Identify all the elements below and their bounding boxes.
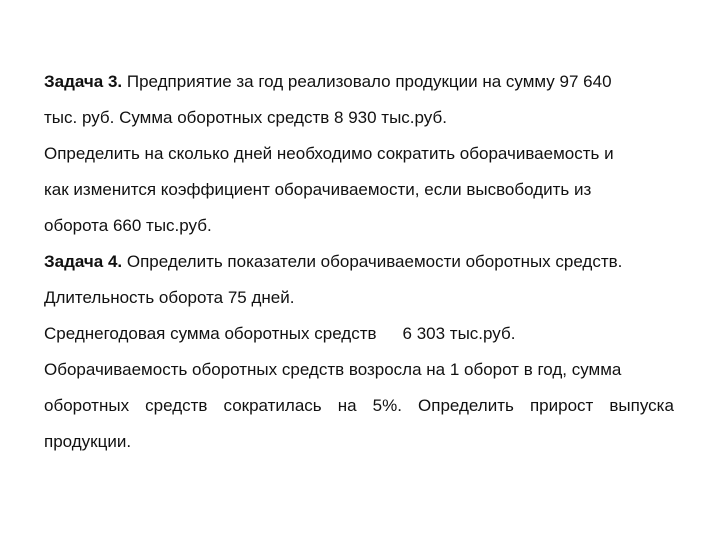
task4-word: выпуска xyxy=(609,396,674,415)
task4-word: на xyxy=(337,396,357,415)
task4-word: сократилась xyxy=(223,396,322,415)
task4-word: 5%. xyxy=(372,396,402,415)
task3-line-4: как изменится коэффициент оборачиваемости, если высвободить из xyxy=(44,180,592,199)
task4-line-3 xyxy=(44,316,674,352)
task4-word: Определить xyxy=(418,396,514,415)
task4-line-4: Оборачиваемость оборотных средств возросла на 1 оборот в год, сумма xyxy=(44,360,622,379)
task3-line-2: тыс. руб. Сумма оборотных средств 8 930 тыс.руб. xyxy=(44,108,447,127)
task4-avg-sum-label: Среднегодовая сумма оборотных средств xyxy=(44,324,377,343)
task4-word: средств xyxy=(145,396,208,415)
task4-word: оборотных xyxy=(44,396,130,415)
task3-label: Задача 3. xyxy=(44,72,123,91)
task3-text-1: Предприятие за год реализовало продукции на сумму 97 640 xyxy=(122,72,612,91)
task4-line-6: продукции. xyxy=(44,432,132,451)
task3-line-5: оборота 660 тыс.руб. xyxy=(44,216,212,235)
task3-line-3: Определить на сколько дней необходимо сократить оборачиваемость и xyxy=(44,144,614,163)
task4-line-1 xyxy=(44,244,674,280)
task3-line-1 xyxy=(44,64,674,100)
task4-label: Задача 4. xyxy=(44,252,123,271)
task4-line-5 xyxy=(44,388,674,424)
task4-text-1: Определить показатели оборачиваемости оборотных средств. xyxy=(122,252,623,271)
task4-word: прирост xyxy=(529,396,594,415)
task4-line-2: Длительность оборота 75 дней. xyxy=(44,288,295,307)
task-text xyxy=(44,64,674,460)
task4-avg-sum-value: 6 303 тыс.руб. xyxy=(402,324,516,343)
